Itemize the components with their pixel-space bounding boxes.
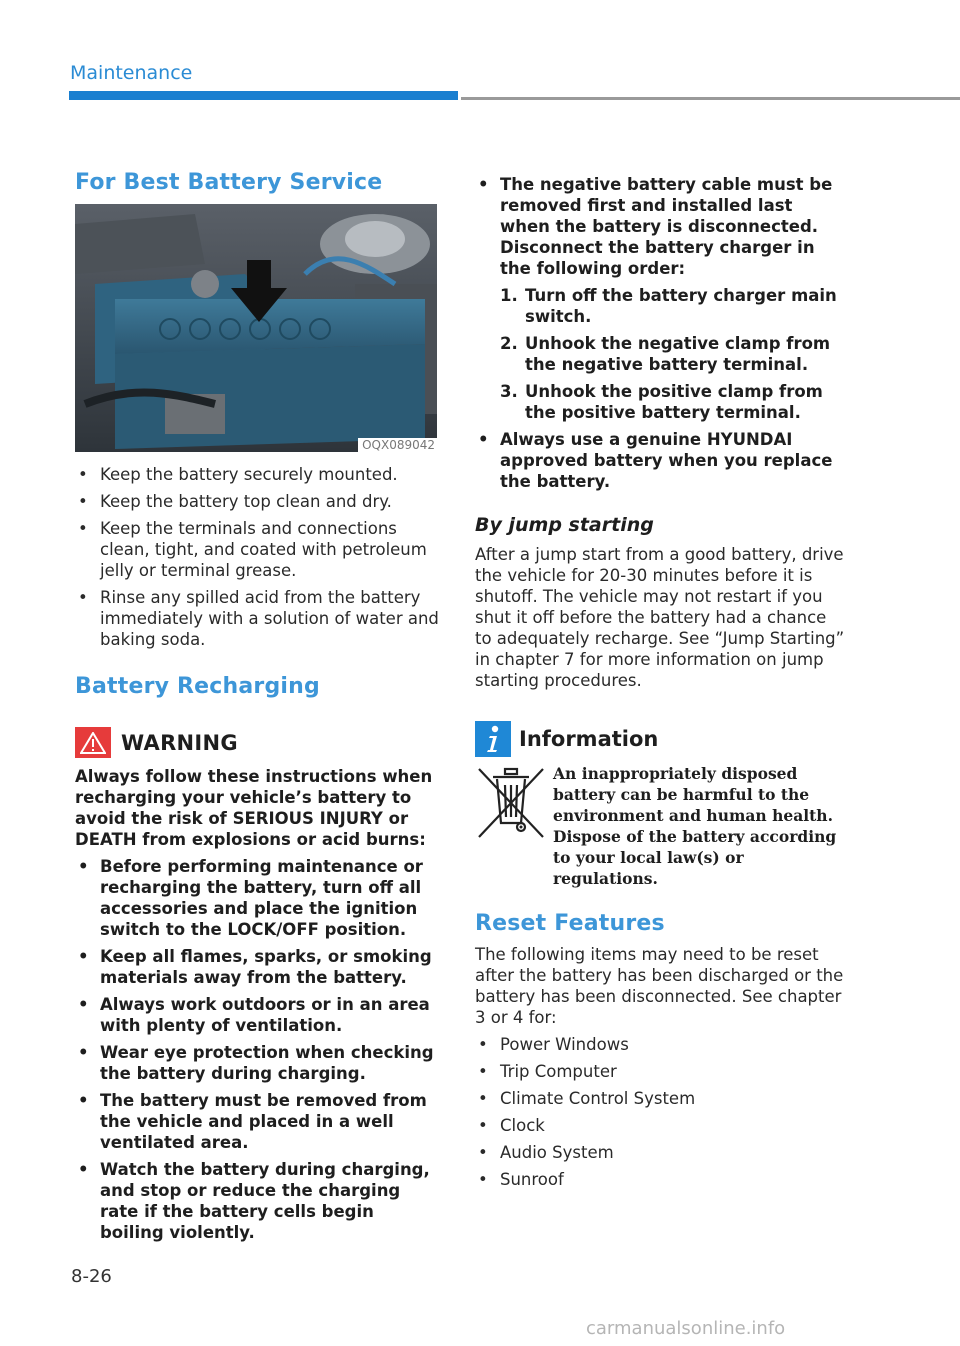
bullet-dot: • xyxy=(478,1116,488,1135)
bullet-text: Keep the terminals and connections clean, tight, and coated with petroleum jelly or terminal grease. xyxy=(100,519,427,580)
bullet-text: Keep the battery top clean and dry. xyxy=(100,492,392,511)
bullet-text: Power Windows xyxy=(500,1035,629,1054)
image-code-label: OQX089042 xyxy=(358,438,437,452)
step-text: Unhook the negative clamp from the negative battery terminal. xyxy=(525,334,831,374)
bullet-text: Keep all flames, sparks, or smoking materials away from the battery. xyxy=(100,947,432,987)
bullet-dot: • xyxy=(478,430,489,449)
left-column xyxy=(75,170,443,1243)
bullet-text: Always use a genuine HYUNDAI approved battery when you replace the battery. xyxy=(500,430,833,491)
warning-triangle-icon xyxy=(75,727,111,758)
bullet-text: Climate Control System xyxy=(500,1089,696,1108)
list-item xyxy=(75,491,443,512)
list-item xyxy=(75,518,443,581)
bullet-dot: • xyxy=(78,1091,89,1110)
bullet-dot: • xyxy=(478,1170,488,1189)
bullet-dot: • xyxy=(78,492,88,511)
information-header xyxy=(475,721,845,757)
information-text: An inappropriately disposed battery can be harmful to the environment and human health. Dispose of the battery according to your local law(s) or regulations. xyxy=(553,764,837,888)
list-item xyxy=(75,856,443,940)
bullet-text: Rinse any spilled acid from the battery immediately with a solution of water and baking soda. xyxy=(100,588,439,649)
heading-reset-features: Reset Features xyxy=(475,911,665,936)
list-item xyxy=(75,994,443,1036)
list-item xyxy=(475,1115,845,1136)
list-item xyxy=(475,1034,845,1055)
list-item xyxy=(75,946,443,988)
heading-by-jump-starting: By jump starting xyxy=(475,514,654,536)
bullet-dot: • xyxy=(478,1062,488,1081)
bullet-dot: • xyxy=(78,947,89,966)
information-body xyxy=(475,763,845,889)
bullet-dot: • xyxy=(78,519,88,538)
step-item xyxy=(500,285,845,327)
reset-items-list xyxy=(475,1034,845,1190)
bullet-text: Audio System xyxy=(500,1143,614,1162)
step-number: 3. xyxy=(500,382,518,401)
reset-intro: The following items may need to be reset after the battery has been discharged or the battery has been disconnected. See chapter 3 or 4 for: xyxy=(475,945,844,1027)
bullet-dot: • xyxy=(478,1035,488,1054)
step-number: 2. xyxy=(500,334,518,353)
bullet-dot: • xyxy=(478,175,489,194)
information-icon xyxy=(475,721,511,757)
warning-bullet-list xyxy=(75,856,443,1243)
list-item xyxy=(75,587,443,650)
disconnect-steps xyxy=(500,285,845,423)
crossed-bin-icon xyxy=(475,763,547,889)
bullet-dot: • xyxy=(78,995,89,1014)
jump-starting-text: After a jump start from a good battery, drive the vehicle for 20-30 minutes before it is shutoff. The vehicle may not restart if you shut it off before the battery had a chance to adequately recharge. See “Jump Starting” in chapter 7 for more information on jump starting procedures. xyxy=(475,545,845,690)
best-service-bullet-list xyxy=(75,464,443,650)
list-item xyxy=(75,1042,443,1084)
list-item xyxy=(475,1169,845,1190)
list-item xyxy=(75,1090,443,1153)
list-item xyxy=(475,1088,845,1109)
bullet-dot: • xyxy=(78,465,88,484)
battery-illustration xyxy=(75,204,437,452)
information-label: Information xyxy=(519,727,659,751)
bullet-text: Clock xyxy=(500,1116,545,1135)
step-text: Unhook the positive clamp from the positive battery terminal. xyxy=(525,382,823,422)
bullet-text: Keep the battery securely mounted. xyxy=(100,465,398,484)
battery-photo xyxy=(75,204,437,452)
bullet-text: Wear eye protection when checking the battery during charging. xyxy=(100,1043,434,1083)
step-text: Turn off the battery charger main switch. xyxy=(525,286,837,326)
step-item xyxy=(500,333,845,375)
bullet-dot: • xyxy=(78,857,89,876)
bullet-dot: • xyxy=(78,1160,89,1179)
bullet-text: Sunroof xyxy=(500,1170,564,1189)
bullet-text: Always work outdoors or in an area with plenty of ventilation. xyxy=(100,995,430,1035)
page-header-title: Maintenance xyxy=(70,62,193,84)
warning-intro: Always follow these instructions when recharging your vehicle’s battery to avoid the risk of SERIOUS INJURY or DEATH from explosions or acid burns: xyxy=(75,767,433,849)
list-item xyxy=(475,1142,845,1163)
page-number: 8-26 xyxy=(71,1266,112,1287)
bullet-dot: • xyxy=(78,1043,89,1062)
header-rule-gray xyxy=(461,97,960,100)
list-item xyxy=(75,464,443,485)
list-item xyxy=(475,1061,845,1082)
bullet-text: The battery must be removed from the vehicle and placed in a well ventilated area. xyxy=(100,1091,427,1152)
list-item xyxy=(75,1159,443,1243)
bullet-dot: • xyxy=(478,1089,488,1108)
bullet-text: Trip Computer xyxy=(500,1062,617,1081)
bullet-dot: • xyxy=(78,588,88,607)
bullet-dot: • xyxy=(478,1143,488,1162)
bullet-text: Watch the battery during charging, and stop or reduce the charging rate if the battery cells begin boiling violently. xyxy=(100,1160,430,1242)
negative-cable-list xyxy=(475,174,845,492)
step-item xyxy=(500,381,845,423)
list-item xyxy=(475,174,845,423)
watermark-link[interactable]: carmanualsonline.info xyxy=(586,1318,786,1339)
bullet-text: Before performing maintenance or recharging the battery, turn off all accessories and place the ignition switch to the LOCK/OFF position. xyxy=(100,857,423,939)
warning-header xyxy=(75,727,443,758)
warning-label: WARNING xyxy=(121,730,238,755)
bullet-text: The negative battery cable must be removed first and installed last when the battery is disconnected. Disconnect the battery charger in the following order: xyxy=(500,175,833,278)
header-rule-blue xyxy=(69,91,458,100)
list-item xyxy=(475,429,845,492)
right-column xyxy=(475,174,845,1190)
heading-battery-recharging: Battery Recharging xyxy=(75,674,320,699)
heading-best-battery-service: For Best Battery Service xyxy=(75,170,383,195)
step-number: 1. xyxy=(500,286,518,305)
